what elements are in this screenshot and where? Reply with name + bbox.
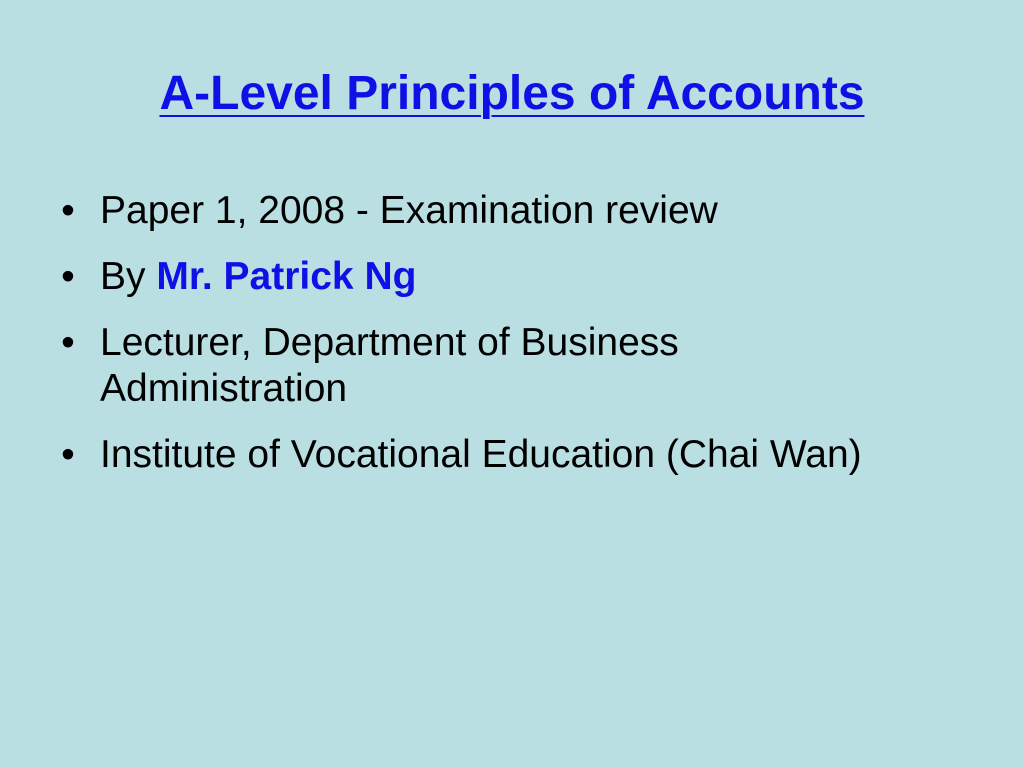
bullet-text: Institute of Vocational Education (Chai Wan) xyxy=(100,433,862,476)
bullet-item-position xyxy=(58,320,898,412)
bullet-icon: • xyxy=(61,189,75,232)
bullet-item-exam-review xyxy=(58,188,898,234)
bullet-text: Paper 1, 2008 - Examination review xyxy=(100,189,718,232)
bullet-item-author xyxy=(58,254,898,300)
bullet-icon: • xyxy=(61,433,75,476)
bullet-icon: • xyxy=(61,321,75,364)
author-name: Mr. Patrick Ng xyxy=(156,255,417,298)
slide-title: A-Level Principles of Accounts xyxy=(159,67,865,120)
bullet-icon: • xyxy=(61,255,75,298)
bullet-item-institute xyxy=(58,432,898,478)
bullet-list xyxy=(58,188,898,498)
bullet-text-prefix: By xyxy=(100,255,157,298)
bullet-text: Lecturer, Department of Business Administration xyxy=(100,321,679,410)
